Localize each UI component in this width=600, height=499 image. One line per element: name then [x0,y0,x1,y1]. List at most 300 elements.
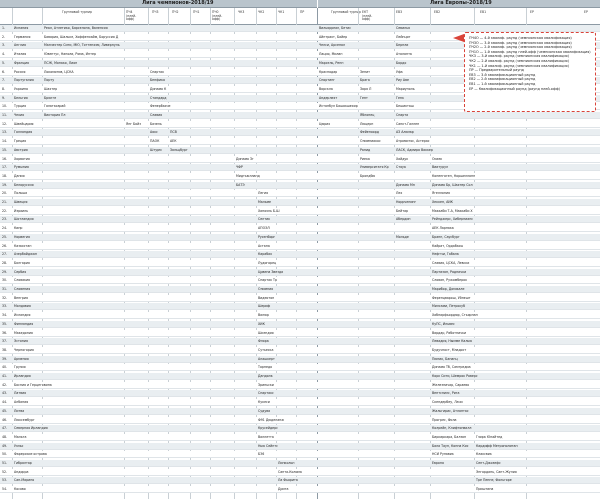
table-row [0,390,600,397]
cell-r2: Милсами, Петрокуб [432,304,466,309]
header-group: Групповой турнир [62,10,92,14]
table-row [0,147,600,154]
cell-country: Молдавия [14,304,31,309]
table-row [0,417,600,424]
cell-country: Северная Ирландия [14,426,48,431]
cell-r3: Норрчепинг [396,200,417,204]
cell-p2: ПСВ [170,130,177,135]
cell-r2: Нефтчи, Габала [432,252,459,257]
cell-country: Венгрия [14,295,28,300]
table-row [0,182,600,189]
cell-re: Олимпиакос [360,139,381,144]
cell-re: Риека [360,156,370,161]
cell-r3: Бейтар [396,208,409,213]
cell-country: Белоруссия [14,182,34,187]
legend-line: ЧК2 — 2-й квалиф. раунд (чемпионская квалификация) [469,58,569,63]
cell-country: Сан-Марино [14,478,35,483]
cell-r2: Ягеллония [432,191,450,196]
table-row [0,399,600,406]
table-row [0,243,600,250]
cell-r1: Тре Пенне, Фольгоре [476,478,512,483]
table-row [0,216,600,223]
table-row [0,269,600,276]
cell-r2: Копенгаген, Норшелланн [432,173,476,178]
cell-k1: Санта-Колома [278,469,302,474]
cell-r3: Бешикташ [396,104,414,109]
cell-r3: Бернли [396,43,409,48]
cell-r2: Марибор, Домжале [432,287,465,291]
cell-country: Косово [14,487,26,492]
cell-r2: Корк Сити, Шемрок Роверс [432,374,478,378]
table-row [0,356,600,363]
cell-k2: Алашкерт [258,356,275,361]
cell-n: 42. [2,382,8,387]
cell-r3: АЗ Алкмар [396,130,414,135]
legend-line: ПЧ4О — 4-й квалиф. раунд (чемпионская квалификация) [469,36,572,40]
cell-r2: Динамо Тб, Самтредиа [432,365,471,370]
cell-r3: ЛАСК, Адмира Ваккер [396,147,433,152]
cell-n: 49. [2,443,8,448]
cell-p3: Динамо К [150,86,167,91]
cell-n: 22. [2,208,8,213]
table-row [0,373,600,380]
cell-n: 4. [2,52,6,57]
cell-re: Зенит [360,69,371,74]
legend-line: ЕВ2 — 2-й квалификационный раунд [469,77,536,82]
cell-k2: Карабах [258,252,272,257]
cell-k2: Сутьеска [258,347,274,352]
cell-n: 40. [2,365,8,370]
cell-rg: Краснодар [319,69,338,74]
cell-r3: Лейпциг [396,34,411,39]
cell-n: 37. [2,339,8,344]
cell-country: Италия [14,52,27,57]
cell-n: 1. [2,26,6,30]
header-pch3: ПЧ3 [152,10,159,14]
table-row [0,138,600,145]
cell-k2: Мальме [258,200,271,204]
cell-n: 24. [2,226,8,231]
cell-country: Румыния [14,165,29,170]
table-row [0,129,600,136]
table-row [0,477,600,484]
cell-r3: Спарта [396,113,409,117]
cell-n: 54. [2,487,8,492]
cell-n: 20. [2,191,8,196]
cell-k2: Русенборг [258,234,276,239]
table-row [0,251,600,258]
cell-country: Эстония [14,339,28,344]
cell-country: Сербия [14,269,27,274]
table-row [0,173,600,180]
cell-k2: Зриньски [258,382,274,387]
cell-r3: Бордо [396,60,407,65]
left-title: Лига чемпионов-2018/19 [142,0,214,6]
cell-re: Брондбю [360,173,376,178]
cell-n: 13. [2,130,8,135]
cell-country: Люксембург [14,417,35,422]
cell-r3: Динамо Мн [396,182,415,187]
cell-country: Англия [14,43,26,48]
cell-k2: Спартак Тр [258,278,278,283]
cell-k2: Кукеси [258,400,270,405]
cell-r3: Санкт-Галлен [396,121,420,126]
header-right-group: Групповой турнир [331,10,361,14]
table-row [0,121,600,128]
cell-n: 28. [2,260,8,265]
cell-p4: Янг Бойз [126,121,141,126]
cell-r3: Лех [396,191,403,196]
cell-n: 44. [2,400,8,405]
legend-line: ЧК1 — 1-й квалиф. раунд (чемпионская квалификация) [469,63,569,68]
cell-r1: Приштина [476,487,494,492]
table-row [0,199,600,206]
cell-p3: Спартак [150,69,165,74]
cell-r2: Колрейн, Клифтонвилл [432,426,472,431]
cell-r2: Бала Таун, Конна Кис [432,443,469,448]
cell-r3: Риу Аве [396,78,409,83]
cell-k2: Спартакс [258,391,274,396]
cell-n: 34. [2,313,8,318]
cell-g: Ювентус, Наполи, Рома, Интер [44,52,96,57]
cell-n: 23. [2,217,8,222]
cell-r2: Рейнджерс, Хибернианс [432,217,474,222]
cell-n: 33. [2,304,8,309]
table-row [0,260,600,267]
cell-n: 5. [2,60,6,65]
cell-r3: Стяуа [396,165,406,170]
cell-r3: Атромитос, Астерас [396,139,430,144]
cell-country: Бельгия [14,95,28,100]
cell-r3: Уфа [396,69,403,74]
cell-n: 6. [2,69,6,74]
cell-n: 3. [2,43,6,48]
cell-n: 31. [2,287,8,291]
cell-country: Азербайджан [14,252,37,257]
cell-n: 48. [2,434,8,439]
table-row [0,469,600,476]
cell-k2: Валюр [258,313,269,318]
cell-n: 46. [2,417,8,422]
cell-rg: Цюрих [319,121,331,126]
cell-r2: Прогрес, Фола [432,417,457,422]
header-right-ept: ЕКТ (плей-офф) [362,10,373,22]
header-right-e2: ЕВ2 [434,10,441,14]
legend-line: ЕВ3 — 3-й квалификационный раунд [469,72,536,77]
header-pp: ПР [300,10,305,14]
cell-r2: Железничар, Сараево [432,382,470,387]
cell-r3: Генк [396,95,404,100]
cell-k1: Дрита [278,487,289,492]
table-row [0,156,600,163]
cell-k2: Дандолк [258,374,273,378]
cell-n: 17. [2,165,8,170]
header-ch3: ЧК3 [238,10,245,14]
cell-r2: Жальгирис, Атлантас [432,408,469,413]
legend-line: ЕВ1 — 1-й квалификационный раунд [469,81,536,86]
cell-n: 8. [2,86,6,91]
cell-r2: Маккаби Т-А, Маккаби Х [432,208,473,213]
cell-n: 25. [2,234,8,239]
cell-country: Уэльс [14,443,24,448]
cell-r2: Осиек [432,156,443,161]
cell-country: Франция [14,60,29,65]
table-row [0,486,600,493]
cell-r2: Будучност, Младост [432,347,467,352]
cell-r3: Абердин [396,217,411,222]
cell-country: Болгария [14,260,30,265]
table-row [0,347,600,354]
cell-p3: Бенфика [150,78,165,83]
cell-p3: Штурм [150,147,162,152]
cell-k1: Ла Фьорита [278,478,298,483]
cell-country: Россия [14,69,26,74]
table-row [0,25,600,32]
cell-country: Словения [14,287,31,291]
table-row [0,295,600,302]
cell-r2: КуПС, Ильвес [432,321,455,326]
table-row [0,312,600,319]
cell-country: Чехия [14,113,25,117]
cell-country: Казахстан [14,243,32,248]
cell-n: 51. [2,461,8,465]
cell-r3: Мариуполь [396,86,415,91]
cell-n: 53. [2,478,8,483]
cell-n: 29. [2,269,8,274]
cell-g: ПСЖ, Монако, Лион [44,60,78,65]
cell-country: Финляндия [14,321,34,326]
table-row [0,382,600,389]
cell-n: 38. [2,347,8,352]
cell-rg: Айнтрахт, Байер [319,34,348,39]
cell-r1: Сент-Джозефс [476,461,501,465]
cell-rg: Челси, Арсенал [319,43,346,48]
cell-country: Фарерские острова [14,452,47,457]
cell-k2: ХИК [258,321,265,326]
cell-k3: БАТЭ [236,182,245,187]
cell-g: Виктория Пл [44,113,66,117]
cell-k2: Б36 [258,452,265,457]
cell-p2: АЕК [170,139,177,144]
legend-line: ПР — Предварительный раунд [469,68,524,73]
cell-n: 15. [2,147,8,152]
cell-k2: Хапоэль Б-Ш [258,208,280,213]
cell-g: Брюгге [44,95,57,100]
cell-n: 52. [2,469,8,474]
cell-country: Андорра [14,469,29,474]
cell-r3: Аталанта [396,52,412,57]
cell-country: Греция [14,139,27,144]
cell-country: Голландия [14,130,33,135]
cell-country: Албания [14,400,29,405]
cell-n: 32. [2,295,8,300]
callout-pointer [453,34,464,42]
cell-re: Фейеноорд [360,130,379,135]
cell-n: 14. [2,139,8,144]
cell-k1: Линкольн [278,461,295,465]
cell-country: Босния и Герцеговина [14,382,52,387]
header-right-ep: ЕР [530,10,534,14]
header-right-e1: ЕВ1 [480,10,487,14]
cell-k2: Шериф [258,304,271,309]
cell-r1: Кардифф Метрополитан [476,443,518,448]
table-row [0,112,600,119]
cell-r2: Европа [432,461,444,465]
cell-r2: Пюник, Бананц [432,356,458,361]
column-header-row [0,8,600,25]
cell-n: 50. [2,452,8,457]
cell-rg: Истанбул Башакшехир [319,104,358,109]
cell-k2: Видеотон [258,295,275,300]
table-row [0,164,600,171]
table-row [0,190,600,197]
cell-country: Исландия [14,313,31,318]
legend-line: ПЧ3О — 3-й квалиф. раунд (чемпионская квалификация) [469,40,572,45]
cell-country: Кипр [14,226,23,231]
cell-n: 21. [2,200,8,204]
cell-n: 35. [2,321,8,326]
table-row [0,425,600,432]
table-row [0,330,600,337]
header-po4: ПЧ4 (плей-офф) [126,10,137,22]
cell-re: Брага [360,78,370,83]
cell-rg: Марсель, Ренн [319,60,344,65]
cell-country: Израиль [14,208,29,213]
cell-k2: Легия [258,191,269,196]
cell-r2: Биркиркара, Балзан [432,434,467,439]
legend-line: ПЧ1О — 1-й квалиф. раунд плей-офф (чемпионская квалификация) [469,49,591,54]
table-row [0,408,600,415]
cell-n: 27. [2,252,8,257]
cell-r2: Ференцварош, Уйпешт [432,295,471,300]
cell-r2: НСИ Рунавик [432,452,454,457]
table-row [0,460,600,467]
cell-r3: Мольде [396,234,409,239]
cell-k2: Валлетта [258,434,274,439]
cell-country: Украина [14,86,28,91]
cell-r2: Хабнарфьордюр, Стьярнан [432,313,478,318]
cell-k2: Црвена Звезда [258,269,284,274]
cell-country: Латвия [14,391,27,396]
cell-n: 30. [2,278,8,283]
cell-n: 43. [2,391,8,396]
cell-k2: Шкендия [258,330,274,335]
cell-country: Македония [14,330,33,335]
cell-n: 7. [2,78,6,83]
cell-n: 18. [2,173,8,178]
cell-k2: Астана [258,243,270,248]
cell-g: Манчестер Сити, МЮ, Тоттенхэм, Ливерпуль [44,43,120,48]
cell-k3: Динамо Зг [236,156,254,161]
cell-g: Локомотив, ЦСКА [44,69,74,74]
cell-country: Гибралтар [14,461,32,465]
cell-k2: Торпедо [258,365,273,370]
cell-p3: ПАОК [150,139,160,144]
legend-line: ПЧ2О — 2-й квалиф. раунд (чемпионская квалификация) [469,45,572,50]
table-row [0,364,600,371]
table-row [0,303,600,310]
legend-callout [464,32,596,112]
cell-p3: Аякс [150,130,158,135]
cell-n: 26. [2,243,8,248]
cell-n: 9. [2,95,6,100]
table-row [0,321,600,328]
table-row [0,277,600,284]
cell-r2: Левадия, Нымме Калью [432,339,472,344]
cell-country: Ирландия [14,374,31,378]
cell-country: Норвегия [14,234,30,239]
cell-country: Германия [14,34,31,39]
cell-country: Испания [14,26,29,30]
header-pch1: ПЧ1 [193,10,200,14]
cell-re: Яблонец [360,113,375,117]
cell-rg: Андерлехт [319,95,338,100]
cell-n: 19. [2,182,8,187]
cell-country: Австрия [14,147,28,152]
cell-r2: Динамо Бр, Шахтер Сол [432,182,473,187]
cell-country: Шотландия [14,217,34,222]
cell-country: Турция [14,104,27,109]
cell-k2: Судува [258,408,271,413]
cell-country: Грузия [14,365,26,370]
cell-r2: АЕК Ларнака [432,226,454,231]
cell-r1: Гзира Юнайтед [476,434,503,439]
cell-k2: Селтик [258,217,271,222]
cell-r2: Славия, ЦСКА, Левски [432,260,470,265]
header-ch1: ЧК1 [278,10,285,14]
table-row [0,451,600,458]
table-row [0,443,600,450]
cell-re: Рапид [360,147,371,152]
cell-p2: Зальцбург [170,147,188,152]
cell-g: Порту [44,78,55,83]
left-title-band [0,0,317,8]
legend-line: ЕР — Квалификационный раунд (раунд плей-офф) [469,86,560,91]
cell-n: 12. [2,121,8,126]
cell-country: Мальта [14,434,27,439]
cell-re: Университатя Кр [360,165,389,170]
cell-g: Шахтер [44,86,58,91]
cell-country: Швеция [14,200,28,204]
cell-n: 47. [2,426,8,431]
cell-k2: Флора [258,339,269,344]
cell-g: Бавария, Шальке, Хоффенхайм, Боруссия Д [44,34,119,39]
cell-r1: Энгордань, Сант-Жулия [476,469,517,474]
cell-g: Галатасарай [44,104,66,109]
cell-country: Португалия [14,78,34,83]
cell-n: 41. [2,374,8,378]
cell-r2: Бранн, Саусбург [432,234,460,239]
table-row [0,286,600,293]
cell-k2: АПОЭЛ [258,226,270,231]
cell-r2: Кайрат, Ордабасы [432,243,464,248]
cell-n: 36. [2,330,8,335]
cell-n: 16. [2,156,8,161]
cell-r2: Слован, Ружомберок [432,278,468,283]
table-row [0,434,600,441]
cell-rg: Спортинг [319,78,335,83]
cell-r3: Хайдук [396,156,409,161]
table-row [0,208,600,215]
header-ch2: ЧК2 [258,10,265,14]
cell-country: Литва [14,408,25,413]
cell-re: Заря Л [360,86,372,91]
header-pch0: ПЧ0 (плей-офф) [212,10,223,22]
cell-rg: Ворскла [319,86,333,91]
cell-country: Дания [14,173,25,178]
cell-country: Хорватия [14,156,30,161]
cell-k2: Лудогорец [258,260,277,265]
